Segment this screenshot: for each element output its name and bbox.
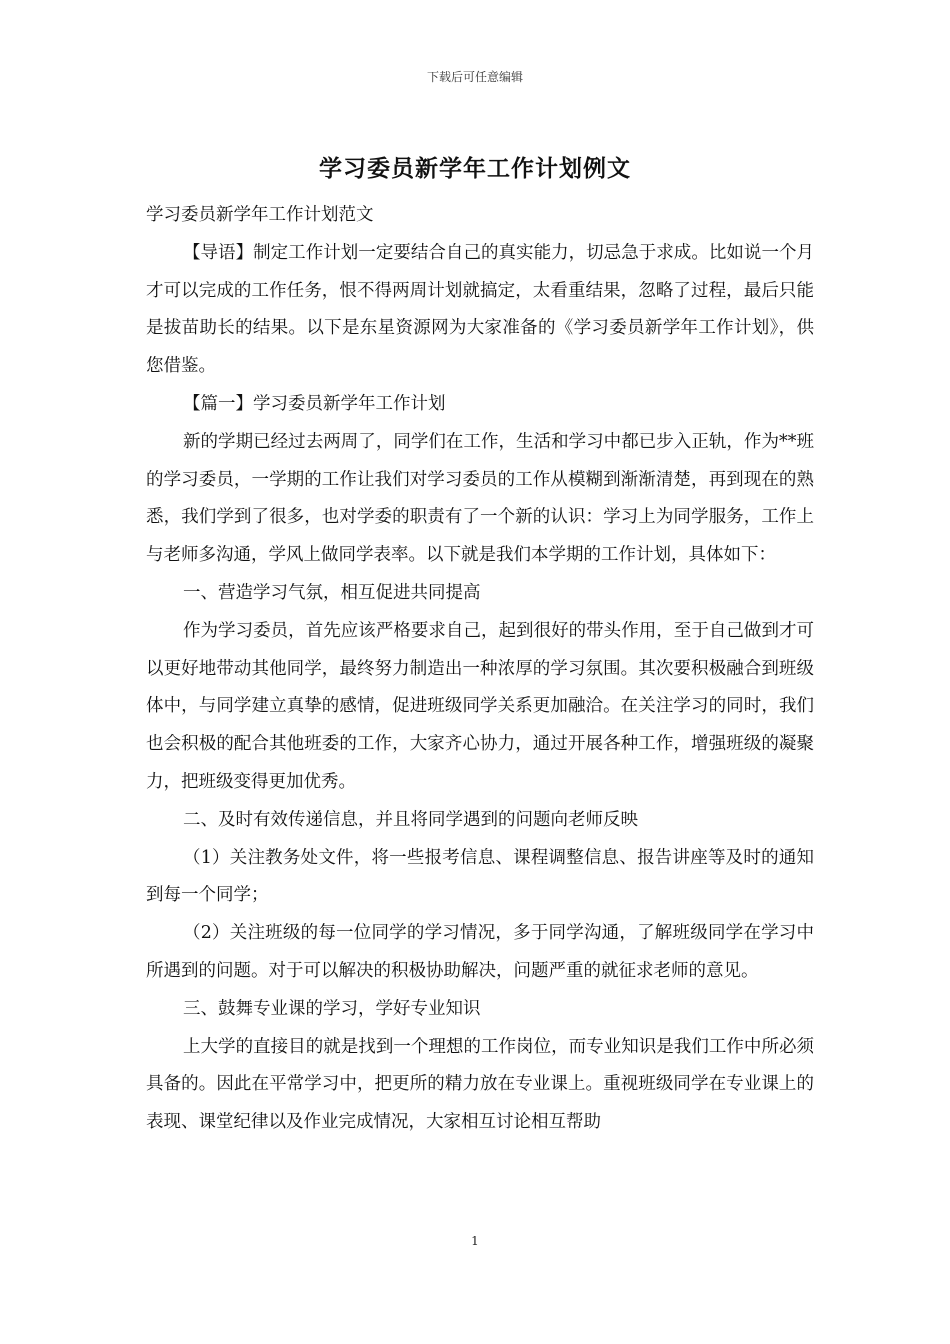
page-number: 1 [471,1234,479,1248]
document-title: 学习委员新学年工作计划例文 [319,155,631,182]
subtitle-paragraph: 学习委员新学年工作计划范文 [146,205,374,225]
list-item: （1）关注教务处文件，将一些报考信息、课程调整信息、报告讲座等及时的通知到每一个同学； [146,847,814,906]
section-heading: 二、及时有效传递信息，并且将同学遇到的问题向老师反映 [183,809,638,830]
list-item: （2）关注班级的每一位同学的学习情况，多于同学沟通，了解班级同学在学习中所遇到的问题。对于可以解决的积极协助解决，问题严重的就征求老师的意见。 [146,923,814,981]
body-paragraph: 上大学的直接目的就是找到一个理想的工作岗位，而专业知识是我们工作中所必须具备的。因此在平常学习中，把更所的精力放在专业课上。重视班级同学在专业课上的表现、课堂纪律以及作业完成情况，大家相互讨论相互帮助 [146,1036,814,1133]
header-note: 下载后可任意编辑 [426,70,523,84]
document-body [146,197,814,1142]
body-paragraph: 作为学习委员，首先应该严格要求自己，起到很好的带头作用，至于自己做到才可以更好地带动其他同学，最终努力制造出一种浓厚的学习氛围。其次要积极融合到班级体中，与同学建立真挚的感情，促进班级同学关系更加融洽。在关注学习的同时，我们也会积极的配合其他班委的工作，大家齐心协力，通过开展各种工作，增强班级的凝聚力，把班级变得更加优秀。 [146,620,814,792]
body-paragraph: 新的学期已经过去两周了，同学们在工作，生活和学习中都已步入正轨，作为**班的学习委员，一学期的工作让我们对学习委员的工作从模糊到渐渐清楚，再到现在的熟悉，我们学到了很多，也对学委的职责有了一个新的认识：学习上为同学服务，工作上与老师多沟通，学风上做同学表率。以下就是我们本学期的工作计划，具体如下： [146,431,814,566]
section-heading: 三、鼓舞专业课的学习，学好专业知识 [183,998,481,1019]
section-heading: 一、营造学习气氛，相互促进共同提高 [183,582,481,603]
intro-paragraph: 【导语】制定工作计划一定要结合自己的真实能力，切忌急于求成。比如说一个月才可以完成的工作任务，恨不得两周计划就搞定，太看重结果，忽略了过程，最后只能是拔苗助长的结果。以下是东星资源网为大家准备的《学习委员新学年工作计划》，供您借鉴。 [146,242,814,377]
section-heading: 【篇一】学习委员新学年工作计划 [183,393,446,414]
